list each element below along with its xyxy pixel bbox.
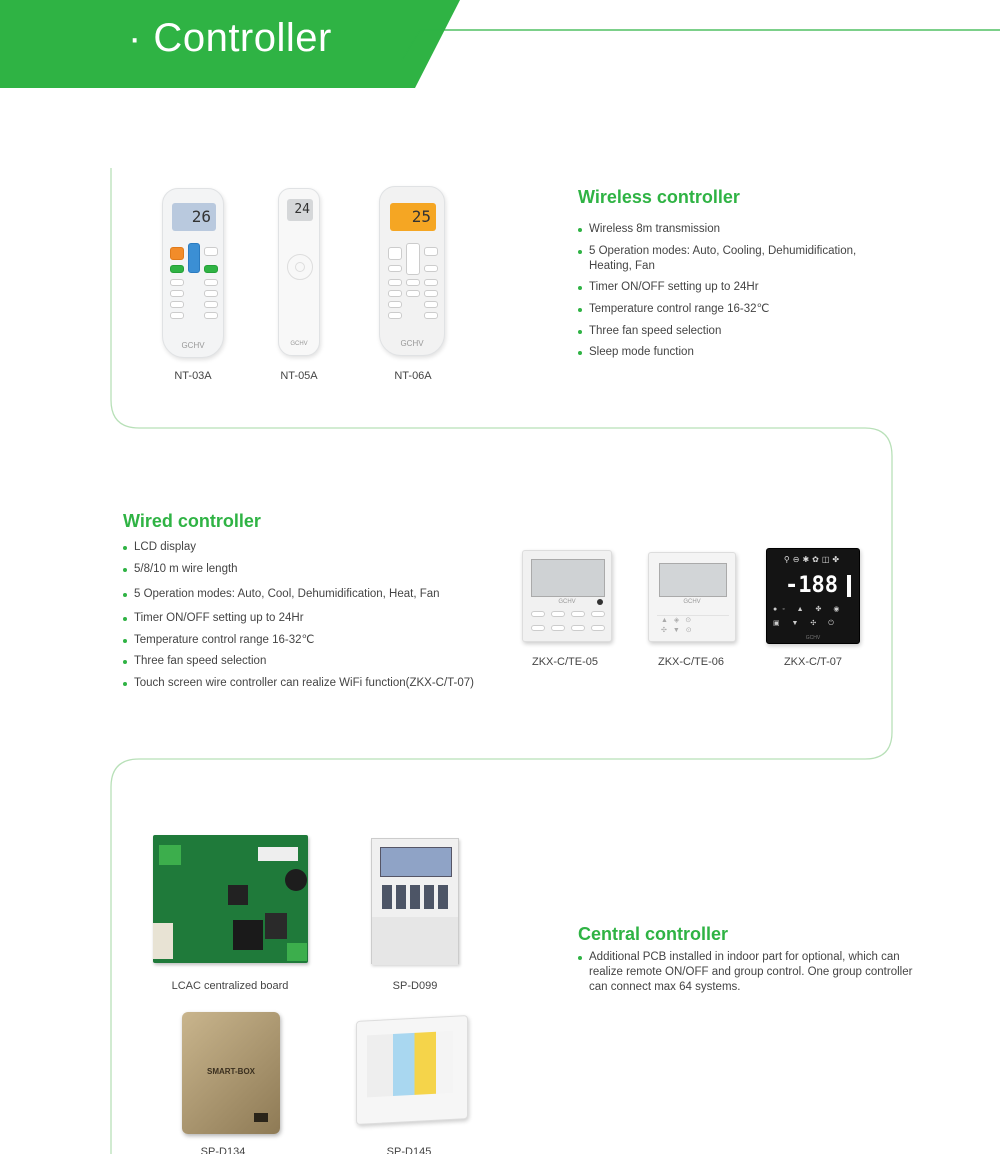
button-icon xyxy=(424,290,438,297)
terminal-block-icon xyxy=(159,845,181,865)
button-icon xyxy=(170,312,184,319)
brand-logo: GCHV xyxy=(181,341,205,350)
central-feature-list xyxy=(577,950,917,995)
button-icon xyxy=(388,312,402,319)
wireless-feature-list xyxy=(577,222,897,360)
list-item: Temperature control range 16-32℃ xyxy=(122,633,522,648)
list-item: Three fan speed selection xyxy=(577,324,897,339)
relay-icon xyxy=(265,913,287,939)
button-icon xyxy=(388,279,402,286)
header-decor-line xyxy=(400,26,1000,66)
list-item: Timer ON/OFF setting up to 24Hr xyxy=(577,280,897,295)
touch-keys-icon: ▣ ▼ ✣ ⏻ xyxy=(773,620,839,627)
button-icon xyxy=(170,290,184,297)
page-title: · Controller xyxy=(128,16,332,60)
button-icon xyxy=(551,611,565,617)
lcd-screen xyxy=(380,847,452,877)
button-icon xyxy=(204,312,218,319)
button-icon xyxy=(406,279,420,286)
button-icon xyxy=(571,625,585,631)
chip-icon xyxy=(228,885,248,905)
wired-panel-zkx-c-te-05 xyxy=(522,550,612,642)
fan-button-icon xyxy=(170,265,184,273)
list-item: Three fan speed selection xyxy=(122,654,522,669)
product-caption: NT-05A xyxy=(280,370,318,382)
button-icon xyxy=(591,625,605,631)
power-button-icon xyxy=(170,247,184,260)
remote-display: 25 xyxy=(390,203,436,231)
sp-d145-image xyxy=(356,1015,468,1125)
status-icons: ⚲⊖✱✿◫✤ xyxy=(783,555,843,564)
power-button-icon xyxy=(597,599,603,605)
button-icon xyxy=(170,279,184,286)
temp-button-icon xyxy=(406,243,420,275)
button-icon xyxy=(388,301,402,308)
button-icon xyxy=(424,265,438,272)
fan-level-icon xyxy=(847,575,851,597)
remote-display: 26 xyxy=(172,203,216,231)
product-caption: ZKX-C/TE-05 xyxy=(531,656,598,668)
remote-nt-05a xyxy=(278,188,320,356)
button-icon xyxy=(531,611,545,617)
button-icon xyxy=(551,625,565,631)
sp-d134-image xyxy=(182,1012,280,1134)
list-item: 5/8/10 m wire length xyxy=(122,562,522,577)
temperature-display: -188 xyxy=(785,573,838,598)
touch-keys-icon: ●◦ ▲ ✤ ◉ xyxy=(773,606,845,613)
button-row-icon xyxy=(382,885,450,909)
panel-base xyxy=(372,917,458,965)
button-icon xyxy=(388,290,402,297)
wired-title: Wired controller xyxy=(123,511,261,531)
button-icon xyxy=(424,279,438,286)
brand-logo: GCHV xyxy=(558,599,576,605)
list-item: LCD display xyxy=(122,540,522,555)
brand-logo: GCHV xyxy=(290,341,308,347)
mode-button-icon xyxy=(424,247,438,256)
connector-icon xyxy=(258,847,298,861)
button-icon xyxy=(424,301,438,308)
fan-button-icon xyxy=(204,265,218,273)
wired-panel-zkx-c-t-07 xyxy=(766,548,860,644)
brand-logo: GCHV xyxy=(683,599,701,605)
product-caption: SP-D099 xyxy=(392,980,438,992)
wireless-title: Wireless controller xyxy=(578,187,740,207)
pcb-board-image xyxy=(153,835,308,963)
terminal-block-icon xyxy=(287,943,307,961)
button-icon xyxy=(571,611,585,617)
touch-screen xyxy=(367,1031,453,1098)
ok-button-icon xyxy=(295,262,305,272)
mode-button-icon xyxy=(204,247,218,256)
button-icon xyxy=(204,290,218,297)
list-item: Additional PCB installed in indoor part for optional, which can realize remote ON/OFF and group control. One group controller can connect max 64 systems. xyxy=(577,950,917,995)
brand-logo: GCHV xyxy=(400,339,424,348)
button-icon xyxy=(424,312,438,319)
list-item: Timer ON/OFF setting up to 24Hr xyxy=(122,611,522,626)
wired-feature-list xyxy=(122,540,522,691)
button-icon xyxy=(204,301,218,308)
product-caption: SP-D145 xyxy=(386,1146,432,1154)
button-icon xyxy=(591,611,605,617)
product-caption: NT-06A xyxy=(394,370,432,382)
product-caption: ZKX-C/TE-06 xyxy=(657,656,724,668)
list-item: 5 Operation modes: Auto, Cool, Dehumidification, Heat, Fan xyxy=(122,587,522,602)
central-title: Central controller xyxy=(578,924,729,944)
product-caption: LCAC centralized board xyxy=(171,980,289,992)
remote-nt-03a xyxy=(162,188,224,358)
product-caption: ZKX-C/T-07 xyxy=(783,656,843,668)
list-item: Touch screen wire controller can realize WiFi function(ZKX-C/T-07) xyxy=(122,676,522,691)
button-icon xyxy=(170,301,184,308)
capacitor-icon xyxy=(285,869,307,891)
power-button-icon xyxy=(388,247,402,260)
device-label: SMART-BOX xyxy=(207,1067,255,1076)
list-item: Sleep mode function xyxy=(577,345,897,360)
button-icon xyxy=(204,279,218,286)
list-item: Wireless 8m transmission xyxy=(577,222,897,237)
wired-panel-zkx-c-te-06 xyxy=(648,552,736,642)
sp-d099-image xyxy=(371,838,459,964)
lcd-screen xyxy=(659,563,727,597)
connector-icon xyxy=(153,923,173,959)
lcd-screen xyxy=(531,559,605,597)
list-item: Temperature control range 16-32℃ xyxy=(577,302,897,317)
product-caption: SP-D134 xyxy=(200,1146,246,1154)
relay-icon xyxy=(233,920,263,950)
touch-keys-icon: ▲◈⊙ ✣▼⊙ xyxy=(657,615,729,635)
product-caption: NT-03A xyxy=(174,370,212,382)
brand-logo: GCHV xyxy=(805,635,821,641)
remote-display: 24 xyxy=(287,199,313,221)
port-icon xyxy=(254,1113,268,1122)
temp-up-button-icon xyxy=(188,243,200,273)
list-item: 5 Operation modes: Auto, Cooling, Dehumidification, Heating, Fan xyxy=(577,244,897,274)
remote-nt-06a xyxy=(379,186,445,356)
button-icon xyxy=(388,265,402,272)
button-icon xyxy=(406,290,420,297)
button-icon xyxy=(531,625,545,631)
